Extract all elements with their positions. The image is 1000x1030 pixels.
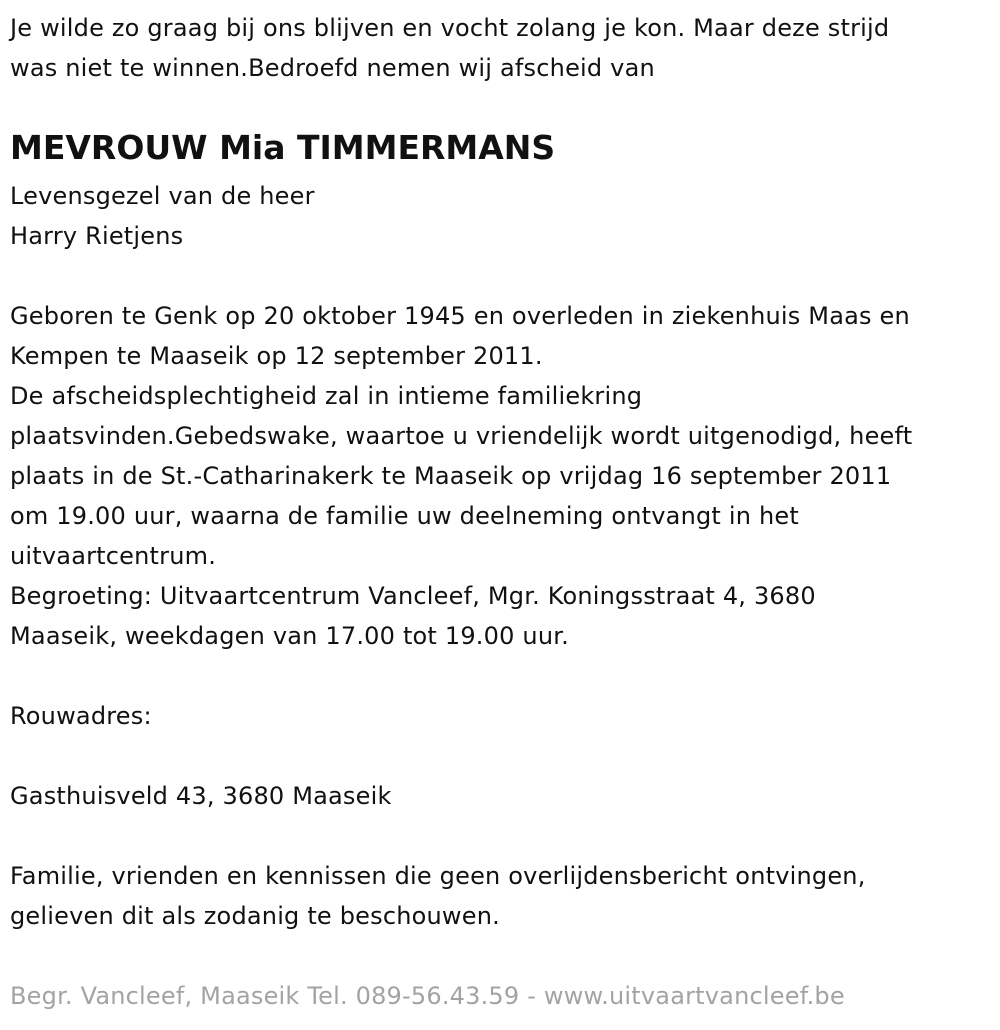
intro-line: Je wilde zo graag bij ons blijven en vocht zolang je kon. Maar deze strijd — [10, 14, 890, 42]
details-line: Geboren te Genk op 20 oktober 1945 en overleden in ziekenhuis Maas en — [10, 302, 910, 330]
details-line: om 19.00 uur, waarna de familie uw deelneming ontvangt in het — [10, 502, 799, 530]
details-line: plaatsvinden.Gebedswake, waartoe u vriendelijk wordt uitgenodigd, heeft — [10, 422, 913, 450]
mourning-address: Gasthuisveld 43, 3680 Maaseik — [10, 782, 392, 810]
details-line: Kempen te Maaseik op 12 september 2011. — [10, 342, 543, 370]
details-line: De afscheidsplechtigheid zal in intieme familiekring — [10, 382, 643, 410]
details-line: plaats in de St.-Catharinakerk te Maaseik op vrijdag 16 september 2011 — [10, 462, 892, 490]
obituary-document — [10, 8, 912, 1016]
details-line: Maaseik, weekdagen van 17.00 tot 19.00 uur. — [10, 622, 569, 650]
details-line: uitvaartcentrum. — [10, 542, 217, 570]
closing-line: gelieven dit als zodanig te beschouwen. — [10, 902, 500, 930]
address-label: Rouwadres: — [10, 702, 152, 730]
intro-line: was niet te winnen.Bedroefd nemen wij afscheid van — [10, 54, 655, 82]
relation-line: Harry Rietjens — [10, 222, 184, 250]
relation-line: Levensgezel van de heer — [10, 182, 315, 210]
deceased-name: MEVROUW Mia TIMMERMANS — [10, 128, 556, 167]
details-line: Begroeting: Uitvaartcentrum Vancleef, Mgr. Koningsstraat 4, 3680 — [10, 582, 816, 610]
closing-line: Familie, vrienden en kennissen die geen overlijdensbericht ontvingen, — [10, 862, 866, 890]
funeral-home-footer: Begr. Vancleef, Maaseik Tel. 089-56.43.59 - www.uitvaartvancleef.be — [10, 982, 845, 1010]
